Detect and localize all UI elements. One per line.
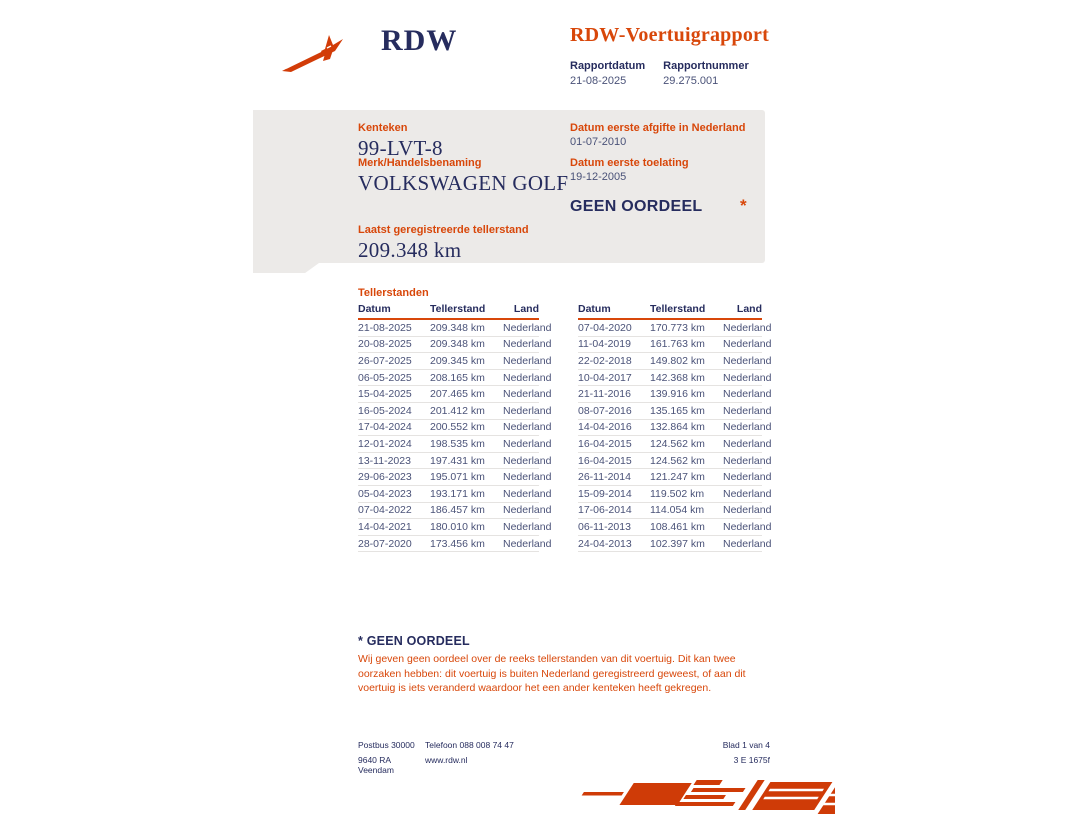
table-row [358,486,552,503]
table-row [578,353,772,370]
report-date-label: Rapportdatum [570,60,646,72]
page-footer [358,740,770,780]
col-header-tellerstand: Tellerstand [650,303,706,315]
footer-form-code: 3 E 1675f [733,755,770,765]
table-cell: Nederland [723,454,772,467]
table-row [578,370,772,387]
report-number-value: 29.275.001 [663,75,719,87]
table-body [578,320,772,552]
table-cell: 195.071 km [430,471,485,484]
table-cell: 17-06-2014 [578,504,632,517]
tellerstanden-table-left [358,303,552,552]
table-cell: Nederland [723,371,772,384]
table-cell: 208.165 km [430,371,485,384]
footer-website: www.rdw.nl [425,755,468,765]
table-row [578,536,772,553]
table-cell: Nederland [723,437,772,450]
table-cell: 170.773 km [650,321,705,334]
table-cell: Nederland [503,321,552,334]
col-header-land: Land [513,303,539,315]
table-cell: 139.916 km [650,388,705,401]
table-cell: Nederland [503,504,552,517]
table-cell: 197.431 km [430,454,485,467]
table-cell: 26-11-2014 [578,471,631,484]
table-cell: 209.348 km [430,321,485,334]
table-header-row [578,303,762,320]
table-cell: Nederland [723,354,772,367]
table-cell: 173.456 km [430,537,485,550]
footnote-title: * GEEN OORDEEL [358,634,470,648]
table-cell: 07-04-2020 [578,321,632,334]
report-date-value: 21-08-2025 [570,75,627,87]
table-cell: 198.535 km [430,437,485,450]
table-cell: 15-04-2025 [358,388,412,401]
table-cell: Nederland [503,537,552,550]
tellerstand-label: Laatst geregistreerde tellerstand [358,224,529,236]
table-cell: Nederland [503,338,552,351]
table-cell: 200.552 km [430,421,485,434]
table-cell: 13-11-2023 [358,454,411,467]
table-cell: 201.412 km [430,404,485,417]
table-header-row [358,303,539,320]
table-cell: 149.802 km [650,354,705,367]
feather-speed-graphic [579,778,835,818]
table-cell: 14-04-2016 [578,421,632,434]
kenteken-label: Kenteken [358,122,408,134]
table-cell: 124.562 km [650,437,705,450]
table-cell: Nederland [503,437,552,450]
table-cell: 22-02-2018 [578,354,632,367]
table-cell: Nederland [503,421,552,434]
table-cell: 17-04-2024 [358,421,412,434]
table-cell: 16-05-2024 [358,404,412,417]
table-cell: 08-07-2016 [578,404,632,417]
table-cell: 121.247 km [650,471,705,484]
table-cell: Nederland [503,454,552,467]
table-cell: 135.165 km [650,404,705,417]
report-page [253,0,827,810]
summary-box-notch [253,263,319,273]
table-cell: Nederland [503,388,552,401]
table-cell: Nederland [723,487,772,500]
table-row [358,436,552,453]
table-row [578,503,772,520]
table-cell: 108.461 km [650,520,705,533]
col-header-datum: Datum [578,303,611,315]
table-cell: 124.562 km [650,454,705,467]
table-cell: Nederland [723,504,772,517]
report-meta [570,60,749,87]
table-cell: 05-04-2023 [358,487,412,500]
oordeel-status: GEEN OORDEEL [570,198,703,215]
footer-page-number: Blad 1 van 4 [722,740,770,750]
table-row [578,436,772,453]
table-row [578,469,772,486]
merk-value: VOLKSWAGEN GOLF [358,171,569,195]
table-cell: 114.054 km [650,504,705,517]
footnote-text: Wij geven geen oordeel over de reeks tellerstanden van dit voertuig. Dit kan twee oorzaken hebben: dit voertuig is buiten Nederland geregistreerd geweest, of aan dit voertuig is iets veranderd waardoor het een ander kenteken heeft gekregen. [358,653,746,694]
table-cell: 207.465 km [430,388,485,401]
table-cell: Nederland [503,487,552,500]
table-row [578,453,772,470]
table-cell: Nederland [723,520,772,533]
tellerstanden-table-right [578,303,772,552]
table-row [578,320,772,337]
footer-address-line2: 9640 RA Veendam [358,755,394,775]
table-cell: 132.864 km [650,421,705,434]
table-cell: 26-07-2025 [358,354,412,367]
col-header-land: Land [736,303,762,315]
vehicle-summary-box [253,110,765,263]
table-cell: Nederland [723,338,772,351]
table-cell: 11-04-2019 [578,338,631,351]
table-row [358,403,552,420]
table-cell: Nederland [723,404,772,417]
table-cell: 14-04-2021 [358,520,412,533]
report-number-label: Rapportnummer [663,60,749,72]
table-cell: Nederland [723,537,772,550]
table-cell: 142.368 km [650,371,705,384]
table-row [358,320,552,337]
rdw-logo-feather-icon [281,30,347,74]
table-cell: 21-11-2016 [578,388,631,401]
col-header-datum: Datum [358,303,391,315]
table-cell: 102.397 km [650,537,705,550]
oordeel-asterisk: * [740,196,747,215]
toelating-value: 19-12-2005 [570,171,627,183]
table-cell: 161.763 km [650,338,705,351]
table-cell: 06-11-2013 [578,520,631,533]
table-cell: 16-04-2015 [578,437,632,450]
table-cell: 209.345 km [430,354,485,367]
table-row [578,337,772,354]
footer-phone: Telefoon 088 008 74 47 [425,740,514,750]
table-row [358,519,552,536]
table-cell: Nederland [503,354,552,367]
table-cell: Nederland [723,321,772,334]
table-cell: 21-08-2025 [358,321,412,334]
table-cell: Nederland [723,421,772,434]
col-header-tellerstand: Tellerstand [430,303,486,315]
table-cell: 29-06-2023 [358,471,412,484]
table-cell: 24-04-2013 [578,537,632,550]
table-row [358,420,552,437]
table-row [358,503,552,520]
table-cell: 119.502 km [650,487,705,500]
table-row [358,469,552,486]
merk-label: Merk/Handelsbenaming [358,157,482,169]
rdw-logo-text: RDW [381,24,458,57]
tellerstanden-heading: Tellerstanden [358,287,429,299]
kenteken-value: 99-LVT-8 [358,136,443,160]
table-row [358,353,552,370]
table-cell: 12-01-2024 [358,437,412,450]
table-cell: 15-09-2014 [578,487,632,500]
table-cell: 06-05-2025 [358,371,412,384]
table-cell: 10-04-2017 [578,371,632,384]
table-row [358,337,552,354]
rdw-logo [281,24,458,74]
afgifte-label: Datum eerste afgifte in Nederland [570,122,746,134]
table-cell: Nederland [723,388,772,401]
table-cell: Nederland [503,371,552,384]
table-row [578,519,772,536]
table-cell: 209.348 km [430,338,485,351]
table-cell: Nederland [503,404,552,417]
table-cell: 20-08-2025 [358,338,412,351]
table-cell: Nederland [503,471,552,484]
afgifte-value: 01-07-2010 [570,136,627,148]
table-cell: Nederland [723,471,772,484]
tellerstand-value: 209.348 km [358,238,462,262]
table-cell: 193.171 km [430,487,485,500]
table-cell: 180.010 km [430,520,485,533]
toelating-label: Datum eerste toelating [570,157,689,169]
table-cell: 186.457 km [430,504,485,517]
table-row [358,386,552,403]
table-row [358,536,552,553]
table-cell: Nederland [503,520,552,533]
table-cell: 16-04-2015 [578,454,632,467]
table-row [358,370,552,387]
table-body [358,320,552,552]
table-row [578,403,772,420]
footer-address-line1: Postbus 30000 [358,740,415,750]
table-cell: 07-04-2022 [358,504,412,517]
table-row [578,386,772,403]
table-row [578,420,772,437]
table-cell: 28-07-2020 [358,537,412,550]
report-title: RDW-Voertuigrapport [570,24,769,46]
table-row [578,486,772,503]
table-row [358,453,552,470]
